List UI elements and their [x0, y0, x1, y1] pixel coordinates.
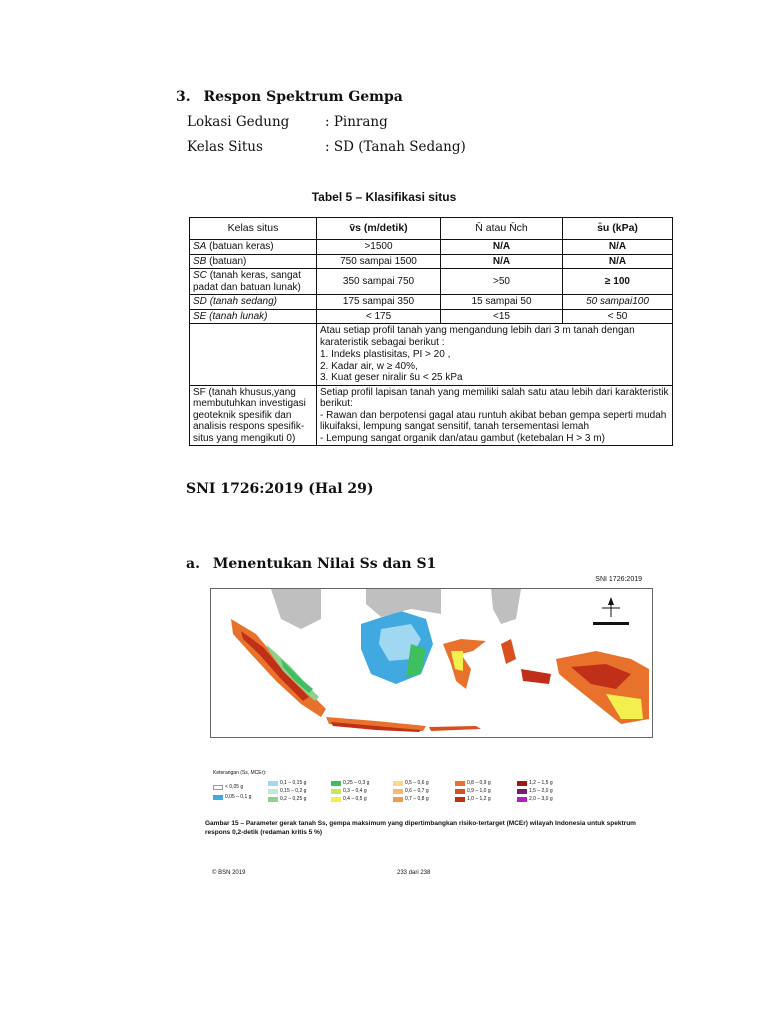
su-cell: ≥ 100	[563, 269, 673, 295]
list-item: 3. Kuat geser niralir s̄u < 25 kPa	[320, 372, 463, 383]
legend-item: 1,0 – 1,2 g	[455, 796, 491, 802]
list-item: - Rawan dan berpotensi gagal atau runtuh akibat beban gempa seperti mudah likuifaksi, lempung sangat sensitif, tanah tersementasi lemah	[320, 409, 667, 432]
table-row	[190, 309, 673, 324]
legend-swatch	[213, 795, 223, 800]
site-class-cell: SC (tanah keras, sangat padat dan batuan lunak)	[190, 269, 317, 295]
map-source-label: SNI 1726:2019	[595, 576, 642, 583]
sf-desc-cell	[317, 385, 673, 446]
legend-item: 0,9 – 1,0 g	[455, 788, 491, 794]
site-class-cell: SA (batuan keras)	[190, 240, 317, 255]
subsection-title: Menentukan Nilai Ss dan S1	[212, 556, 437, 572]
legend-swatch	[517, 781, 527, 786]
figure-footer-copyright: © BSN 2019	[212, 870, 246, 876]
header-su: s̄u (kPa)	[563, 218, 673, 240]
legend-swatch	[517, 797, 527, 802]
legend-item: 0,3 – 0,4 g	[331, 788, 367, 794]
n-cell: >50	[441, 269, 563, 295]
su-cell: N/A	[563, 254, 673, 269]
legend-item: 0,1 – 0,15 g	[268, 780, 306, 786]
sf-label-cell: SF (tanah khusus,yang membutuhkan investigasi geoteknik spesifik dan analisis respons spesifik-situs yang mengikuti 0)	[190, 385, 317, 446]
site-class-cell: SB (batuan)	[190, 254, 317, 269]
legend-swatch	[268, 797, 278, 802]
vs-cell: < 175	[317, 309, 441, 324]
site-class-cell: SE (tanah lunak)	[190, 309, 317, 324]
legend-item: 0,05 – 0,1 g	[213, 794, 251, 800]
map-legend	[213, 770, 643, 808]
header-vs: v̄s (m/detik)	[317, 218, 441, 240]
n-cell: <15	[441, 309, 563, 324]
site-class-cell: SD (tanah sedang)	[190, 295, 317, 310]
legend-item: 1,5 – 2,0 g	[517, 788, 553, 794]
table-title: Tabel 5 – Klasifikasi situs	[311, 190, 457, 204]
subsection-heading	[186, 556, 436, 572]
vs-cell: 350 sampai 750	[317, 269, 441, 295]
subsection-label: a.	[186, 556, 200, 572]
table-row	[190, 269, 673, 295]
legend-item: 2,0 – 3,0 g	[517, 796, 553, 802]
legend-item: 0,4 – 0,5 g	[331, 796, 367, 802]
header-site-class: Kelas situs	[190, 218, 317, 240]
empty-cell	[190, 324, 317, 386]
legend-swatch	[517, 789, 527, 794]
list-item: 2. Kadar air, w ≥ 40%,	[320, 360, 418, 372]
legend-item: 0,7 – 0,8 g	[393, 796, 429, 802]
su-cell: N/A	[563, 240, 673, 255]
legend-swatch	[331, 781, 341, 786]
table-row	[190, 385, 673, 446]
legend-title: Keterangan (Ss, MCEr):	[213, 770, 267, 776]
sf-intro: Setiap profil lapisan tanah yang memiliki salah satu atau lebih dari karakteristik berikut:	[320, 386, 669, 409]
legend-item: 0,2 – 0,25 g	[268, 796, 306, 802]
n-cell: N/A	[441, 240, 563, 255]
figure-caption: Gambar 15 – Parameter gerak tanah Ss, gempa maksimum yang dipertimbangkan risiko-tertarget (MCEr) wilayah Indonesia untuk spektrum respons 0,2-detik (redaman kritis 5 %)	[205, 820, 636, 836]
vs-cell: >1500	[317, 240, 441, 255]
n-cell: N/A	[441, 254, 563, 269]
legend-swatch	[393, 789, 403, 794]
legend-swatch	[213, 785, 223, 790]
su-cell: 50 sampai100	[563, 295, 673, 310]
site-class-value: : SD (Tanah Sedang)	[325, 139, 466, 155]
section-title: Respon Spektrum Gempa	[203, 89, 403, 105]
legend-swatch	[393, 781, 403, 786]
site-classification-table	[189, 217, 673, 446]
legend-item: 0,25 – 0,3 g	[331, 780, 369, 786]
sf-list	[320, 410, 669, 445]
legend-item: 0,15 – 0,2 g	[268, 788, 306, 794]
table-row	[190, 324, 673, 386]
table-header-row	[190, 218, 673, 240]
legend-swatch	[455, 797, 465, 802]
vs-cell: 750 sampai 1500	[317, 254, 441, 269]
legend-swatch	[268, 789, 278, 794]
header-n: N̄ atau N̄ch	[441, 218, 563, 240]
se-extra-cell	[317, 324, 673, 386]
location-value: : Pinrang	[325, 114, 388, 130]
list-item: 1. Indeks plastisitas, PI > 20 ,	[320, 349, 451, 360]
hazard-map-figure	[165, 574, 660, 884]
su-cell: < 50	[563, 309, 673, 324]
legend-item: < 0,05 g	[213, 784, 243, 790]
legend-item: 0,8 – 0,9 g	[455, 780, 491, 786]
location-label: Lokasi Gedung	[187, 114, 290, 130]
table-row	[190, 254, 673, 269]
vs-cell: 175 sampai 350	[317, 295, 441, 310]
indonesia-map	[211, 589, 652, 737]
site-class-label: Kelas Situs	[187, 139, 263, 155]
n-cell: 15 sampai 50	[441, 295, 563, 310]
table-row	[190, 240, 673, 255]
se-extra-intro: Atau setiap profil tanah yang mengandung lebih dari 3 m tanah dengan karateristik sebagai berikut :	[320, 325, 635, 348]
table-row	[190, 295, 673, 310]
legend-swatch	[331, 797, 341, 802]
reference-heading: SNI 1726:2019 (Hal 29)	[186, 481, 374, 497]
section-heading	[176, 89, 403, 105]
list-item: - Lempung sangat organik dan/atau gambut (ketebalan H > 3 m)	[320, 432, 605, 444]
legend-swatch	[393, 797, 403, 802]
legend-swatch	[455, 789, 465, 794]
map-frame	[210, 588, 653, 738]
legend-swatch	[331, 789, 341, 794]
legend-swatch	[455, 781, 465, 786]
legend-item: 0,6 – 0,7 g	[393, 788, 429, 794]
se-extra-list	[320, 349, 669, 384]
section-number: 3.	[176, 89, 191, 105]
legend-swatch	[268, 781, 278, 786]
legend-item: 1,2 – 1,5 g	[517, 780, 553, 786]
legend-item: 0,5 – 0,6 g	[393, 780, 429, 786]
figure-footer-page: 233 dari 238	[397, 870, 431, 876]
